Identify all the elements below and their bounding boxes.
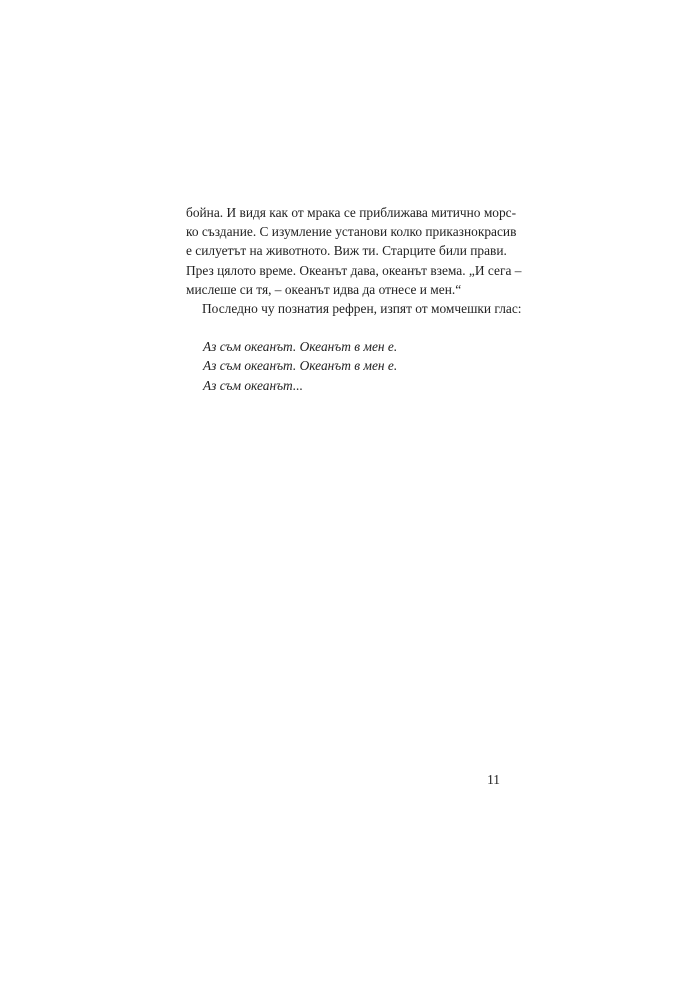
verse-line: Аз съм океанът... [203, 377, 303, 393]
page-number: 11 [487, 772, 500, 787]
text-line: е силуетът на животното. Виж ти. Старците били прави. [186, 243, 507, 259]
verse-block [186, 337, 500, 395]
text-line: бойна. И видя как от мрака се приближава митично морс- [186, 205, 517, 220]
paragraph [186, 203, 522, 299]
text-line: ко създание. С изумление установи колко приказнокрасив [186, 224, 517, 240]
paragraph: Последно чу познатия рефрен, изпят от момчешки глас: [202, 301, 522, 317]
text-line: През цялото време. Океанът дава, океанът взема. „И сега – [186, 262, 522, 278]
verse-line: Аз съм океанът. Океанът в мен е. [203, 339, 398, 355]
verse-line: Аз съм океанът. Океанът в мен е. [203, 358, 398, 374]
body-text [186, 203, 522, 395]
text-line: мислеше си тя, – океанът идва да отнесе и мен.“ [186, 281, 462, 297]
